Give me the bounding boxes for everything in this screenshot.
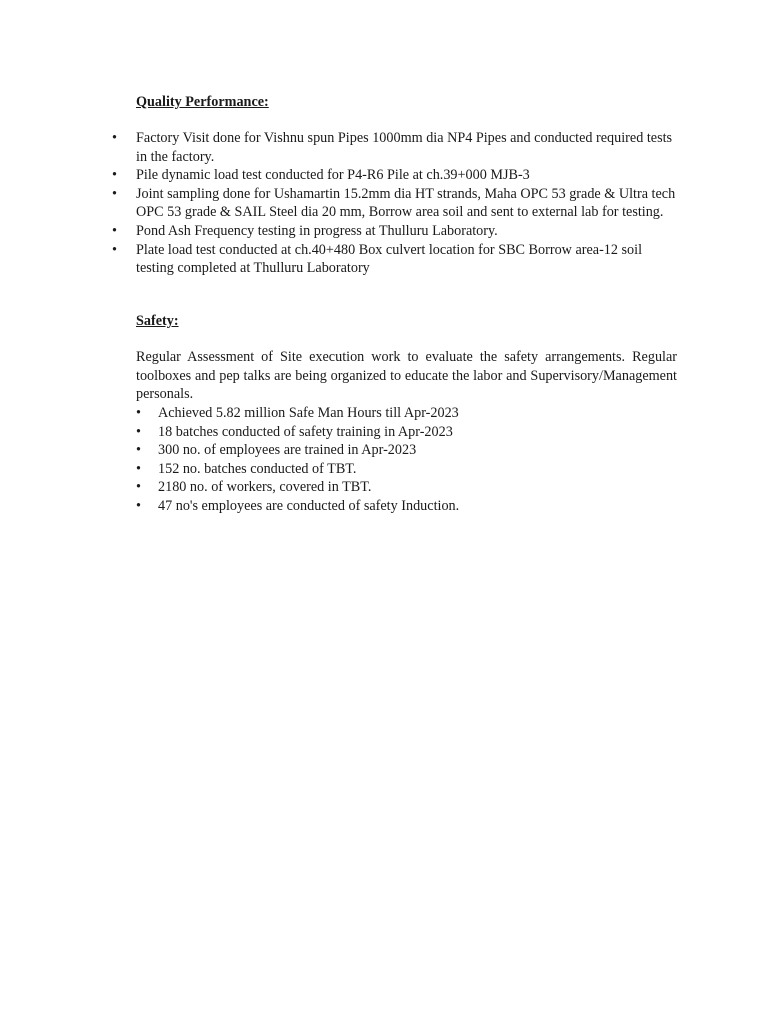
list-item-text: Factory Visit done for Vishnu spun Pipes 1000mm dia NP4 Pipes and conducted required tests in the factory. <box>136 130 673 165</box>
list-item <box>136 441 677 460</box>
safety-list <box>136 404 677 516</box>
list-item-text: Achieved 5.82 million Safe Man Hours till Apr-2023 <box>158 405 459 421</box>
list-item <box>136 460 677 479</box>
safety-heading: Safety: <box>136 313 179 329</box>
list-item-text: 18 batches conducted of safety training in Apr-2023 <box>158 423 453 440</box>
list-item <box>112 129 682 166</box>
bullet-icon: • <box>136 460 141 477</box>
list-item-text: Pile dynamic load test conducted for P4-R6 Pile at ch.39+000 MJB-3 <box>136 167 530 184</box>
list-item <box>112 185 682 222</box>
list-item <box>136 404 677 423</box>
list-item <box>136 423 677 442</box>
bullet-icon: • <box>136 423 141 440</box>
bullet-icon: • <box>112 167 117 184</box>
bullet-icon: • <box>136 405 141 421</box>
list-item-text: 2180 no. of workers, covered in TBT. <box>158 479 372 496</box>
quality-performance-heading: Quality Performance: <box>136 94 269 110</box>
bullet-icon: • <box>112 222 117 239</box>
list-item <box>112 222 682 241</box>
list-item <box>136 478 677 497</box>
list-item-text: 300 no. of employees are trained in Apr-2023 <box>158 442 417 459</box>
list-item <box>112 166 682 185</box>
safety-paragraph: Regular Assessment of Site execution work to evaluate the safety arrangements. Regular toolboxes and pep talks are being organized to educate the labor and Supervisory/Management personals. <box>136 349 677 403</box>
quality-list <box>112 129 682 278</box>
bullet-icon: • <box>136 442 141 459</box>
list-item-text: 152 no. batches conducted of TBT. <box>158 460 357 477</box>
list-item <box>136 497 677 516</box>
list-item <box>112 241 682 278</box>
list-item-text: 47 no's employees are conducted of safety Induction. <box>158 497 460 514</box>
list-item-text: Joint sampling done for Ushamartin 15.2mm dia HT strands, Maha OPC 53 grade & Ultra tech OPC 53 grade & SAIL Steel dia 20 mm, Borrow area soil and sent to external lab for testing. <box>136 185 676 221</box>
list-item-text: Pond Ash Frequency testing in progress at Thulluru Laboratory. <box>136 222 498 239</box>
bullet-icon: • <box>112 130 117 146</box>
bullet-icon: • <box>136 479 141 496</box>
list-item-text: Plate load test conducted at ch.40+480 Box culvert location for SBC Borrow area-12 soil testing completed at Thulluru Laboratory <box>136 241 643 277</box>
bullet-icon: • <box>112 185 117 202</box>
bullet-icon: • <box>136 497 141 514</box>
bullet-icon: • <box>112 241 117 258</box>
